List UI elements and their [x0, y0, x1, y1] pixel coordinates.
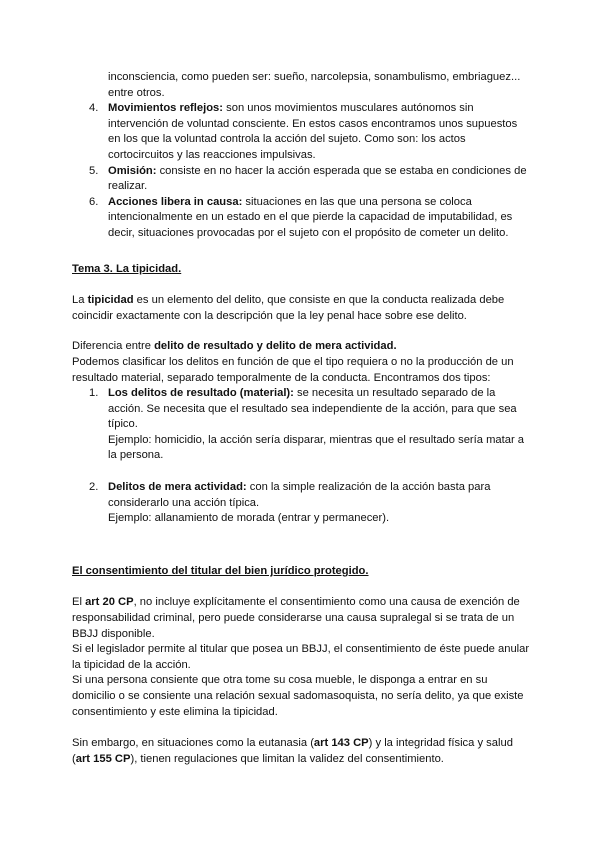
list-number: 6. [89, 195, 99, 208]
list-item [72, 386, 530, 464]
text-bold: tipicidad [87, 294, 134, 307]
list-number: 4. [89, 102, 99, 115]
text-bold: art 143 CP [313, 737, 369, 750]
list-item [72, 101, 530, 163]
consent-paragraph-3: Si una persona consiente que otra tome su cosa mueble, le disponga a entrar en su domicilio o se consiente una relación sexual sadomasoquista, no sería delito, ya que existe consentimiento y este elimina la tipicidad. [72, 674, 524, 718]
list-item [72, 195, 530, 242]
text-bold: art 155 CP [75, 752, 131, 765]
tipicidad-paragraph [72, 293, 530, 324]
list-text: consiste en no hacer la acción esperada que se estaba en condiciones de realizar. [108, 164, 527, 193]
list-text: se necesita un resultado separado de la acción. Se necesita que el resultado sea independiente de la acción, para que sea típico. [108, 387, 517, 431]
list-term: Acciones libera in causa: [108, 195, 243, 208]
text-bold: delito de resultado y delito de mera actividad. [154, 340, 397, 353]
difference-line [72, 339, 530, 355]
list-term: Movimientos reflejos: [108, 102, 224, 115]
list-example: Ejemplo: homicidio, la acción sería disparar, mientras que el resultado sería matar a la persona. [108, 433, 525, 462]
section-heading-consent: El consentimiento del titular del bien jurídico protegido. [72, 564, 369, 577]
list-example: Ejemplo: allanamiento de morada (entrar y permanecer). [108, 512, 390, 525]
list-number: 5. [89, 164, 99, 177]
text-run: Diferencia entre [72, 340, 155, 353]
list-item [72, 480, 530, 527]
list-term: Omisión: [108, 164, 157, 177]
list-term: Los delitos de resultado (material): [108, 387, 294, 400]
list-delitos [72, 386, 530, 527]
list-number: 1. [89, 387, 99, 400]
text-run: Sin embargo, en situaciones como la eutanasia ( [72, 737, 314, 750]
intro-continuation: inconsciencia, como pueden ser: sueño, narcolepsia, sonambulismo, embriaguez... entre otros. [108, 71, 521, 99]
list-acts [72, 101, 530, 241]
consent-paragraph-4 [72, 736, 530, 767]
text-run: La [72, 294, 88, 307]
list-item [72, 164, 530, 195]
list-text: son unos movimientos musculares autónomos sin intervención de voluntad consciente. En estos casos encontramos unos supuestos en los que la voluntad controla la acción del sujeto. Como son: los actos cortocircuitos y las reacciones impulsivas. [108, 102, 518, 161]
list-text: con la simple realización de la acción basta para considerarlo una acción típica. [108, 481, 491, 509]
list-number: 2. [89, 481, 99, 494]
text-run: El [72, 596, 86, 609]
list-term: Delitos de mera actividad: [108, 481, 247, 494]
classify-paragraph: Podemos clasificar los delitos en función de que el tipo requiera o no la producción de un resultado material, separado temporalmente de la conducta. Encontramos dos tipos: [72, 355, 514, 384]
consent-paragraph-2: Si el legislador permite al titular que posea un BBJJ, el consentimiento de éste puede anular la tipicidad de la acción. [72, 643, 530, 671]
text-bold: art 20 CP [85, 596, 134, 609]
consent-paragraph-1 [72, 595, 530, 642]
text-run: ) y la integridad física y salud ( [72, 737, 513, 765]
section-heading-tema3: Tema 3. La tipicidad. [72, 262, 182, 275]
text-run: ), tienen regulaciones que limitan la validez del consentimiento. [130, 752, 444, 765]
text-run: es un elemento del delito, que consiste en que la conducta realizada debe coincidir exactamente con la descripción que la ley penal hace sobre ese delito. [72, 294, 505, 322]
list-text: situaciones en las que una persona se coloca intencionalmente en un estado en el que pierde la capacidad de imputabilidad, es decir, situaciones provocadas por el sujeto con el propósito de cometer un delito. [108, 195, 513, 239]
text-run: , no incluye explícitamente el consentimiento como una causa de exención de responsabilidad criminal, pero puede considerarse una causa supralegal si se trata de un BBJJ disponible. [72, 596, 520, 640]
